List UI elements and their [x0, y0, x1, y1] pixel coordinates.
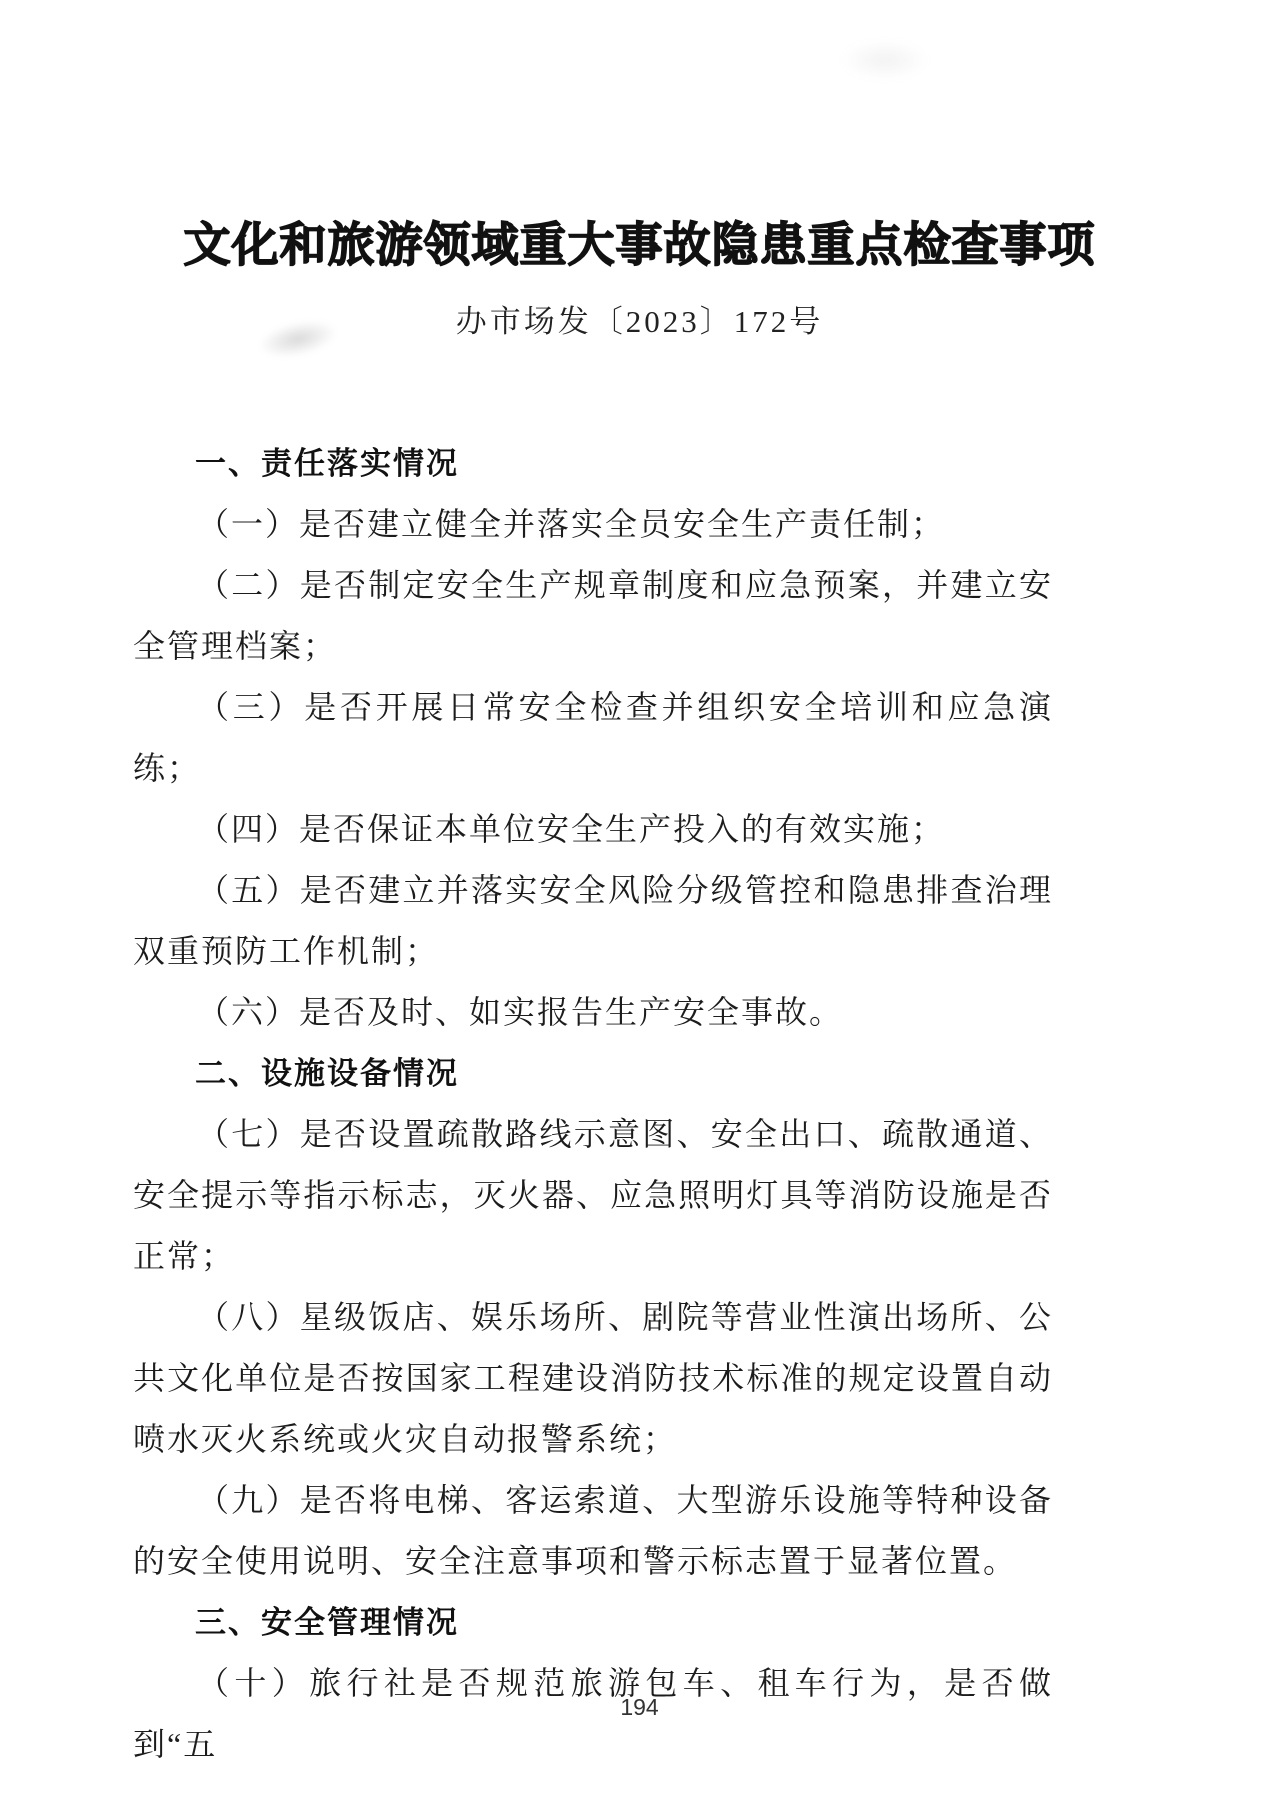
list-item: （四）是否保证本单位安全生产投入的有效实施； — [197, 811, 946, 848]
list-item: （六）是否及时、如实报告生产安全事故。 — [197, 994, 844, 1031]
list-item: （五）是否建立并落实安全风险分级管控和隐患排查治理双重预防工作机制； — [133, 872, 1053, 970]
page-title: 文化和旅游领域重大事故隐患重点检查事项 — [183, 220, 1096, 272]
document-number: 办市场发〔2023〕172号 — [455, 304, 824, 340]
list-item: （三）是否开展日常安全检查并组织安全培训和应急演练； — [133, 689, 1053, 787]
list-item: （八）星级饭店、娱乐场所、剧院等营业性演出场所、公共文化单位是否按国家工程建设消防技术标准的规定设置自动喷水灭火系统或火灾自动报警系统； — [133, 1299, 1053, 1458]
list-item: （十）旅行社是否规范旅游包车、租车行为，是否做到“五 — [133, 1665, 1053, 1763]
document-body — [133, 433, 1053, 1775]
section-heading: 一、责任落实情况 — [195, 446, 459, 482]
list-item: （七）是否设置疏散路线示意图、安全出口、疏散通道、安全提示等指示标志，灭火器、应急照明灯具等消防设施是否正常； — [133, 1116, 1053, 1275]
list-item: （一）是否建立健全并落实全员安全生产责任制； — [197, 506, 946, 543]
section-heading: 二、设施设备情况 — [195, 1056, 459, 1092]
page-number: 194 — [620, 1694, 659, 1720]
list-item: （二）是否制定安全生产规章制度和应急预案，并建立安全管理档案； — [133, 567, 1053, 665]
list-item: （九）是否将电梯、客运索道、大型游乐设施等特种设备的安全使用说明、安全注意事项和警示标志置于显著位置。 — [133, 1482, 1053, 1580]
section-heading: 三、安全管理情况 — [195, 1605, 459, 1641]
